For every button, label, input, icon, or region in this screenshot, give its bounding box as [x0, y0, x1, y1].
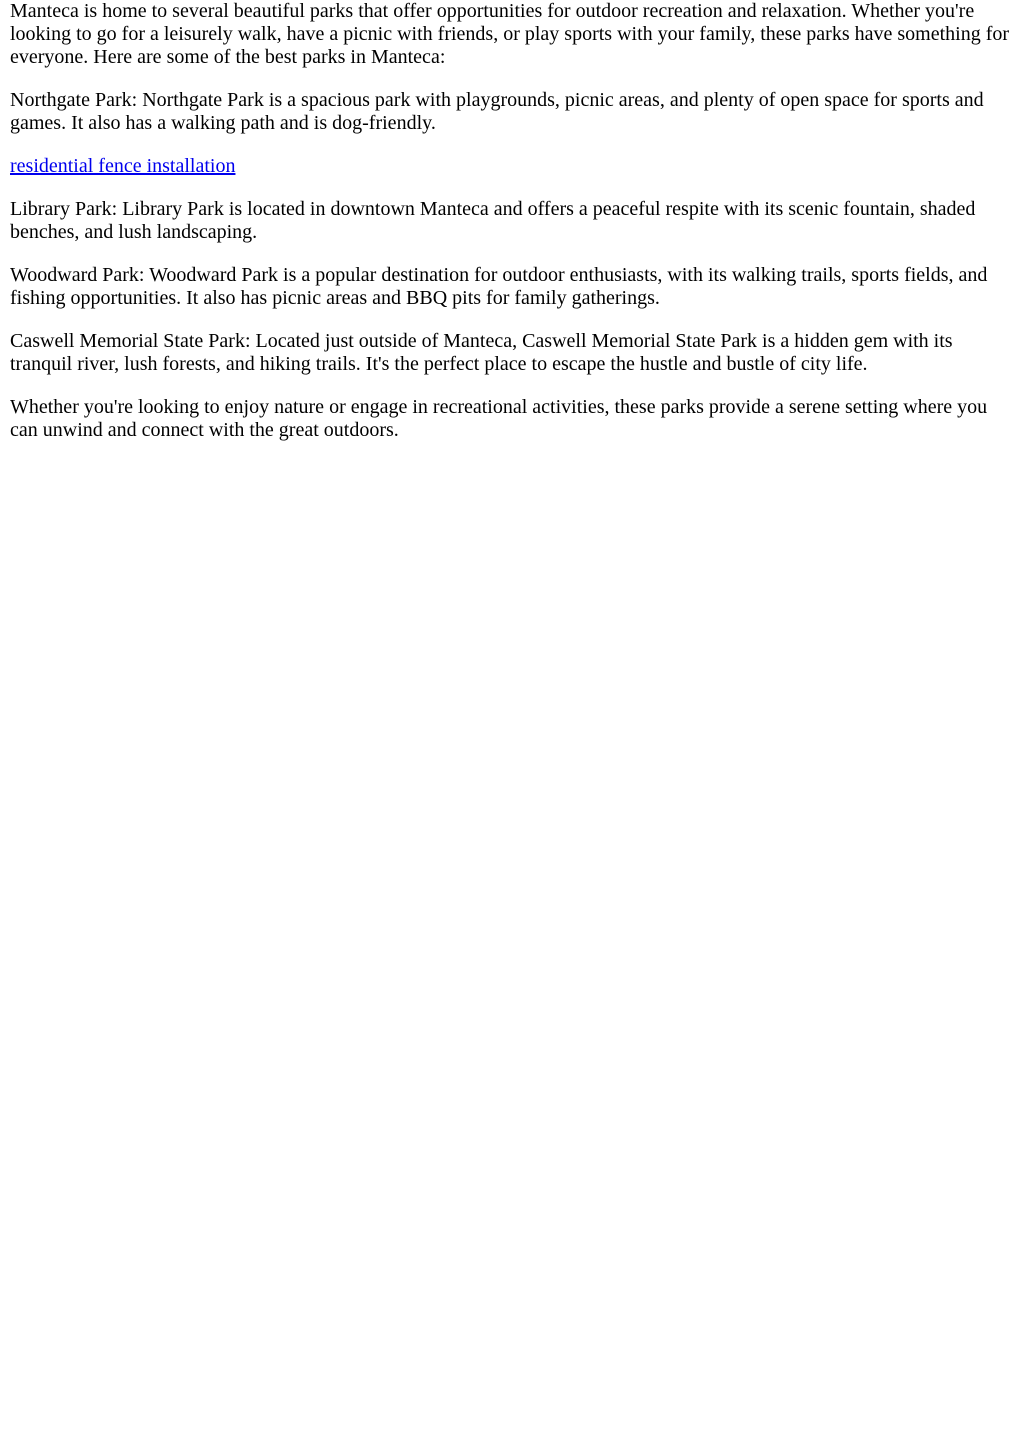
link-paragraph [10, 155, 1014, 178]
northgate-park-paragraph: Northgate Park: Northgate Park is a spacious park with playgrounds, picnic areas, and plenty of open space for sports and games. It also has a walking path and is dog-friendly. [10, 89, 984, 134]
conclusion-paragraph: Whether you're looking to enjoy nature or engage in recreational activities, these parks provide a serene setting where you can unwind and connect with the great outdoors. [10, 396, 988, 441]
woodward-park-paragraph: Woodward Park: Woodward Park is a popular destination for outdoor enthusiasts, with its walking trails, sports fields, and fishing opportunities. It also has picnic areas and BBQ pits for family gatherings. [10, 264, 988, 309]
library-park-paragraph: Library Park: Library Park is located in downtown Manteca and offers a peaceful respite with its scenic fountain, shaded benches, and lush landscaping. [10, 198, 976, 243]
residential-fence-installation-link[interactable]: residential fence installation [10, 155, 236, 177]
article-body [10, 0, 1014, 442]
intro-paragraph: Manteca is home to several beautiful parks that offer opportunities for outdoor recreation and relaxation. Whether you're looking to go for a leisurely walk, have a picnic with friends, or play sports with your family, these parks have something for everyone. Here are some of the best parks in Manteca: [10, 0, 1010, 68]
caswell-park-paragraph: Caswell Memorial State Park: Located just outside of Manteca, Caswell Memorial State Park is a hidden gem with its tranquil river, lush forests, and hiking trails. It's the perfect place to escape the hustle and bustle of city life. [10, 330, 953, 375]
